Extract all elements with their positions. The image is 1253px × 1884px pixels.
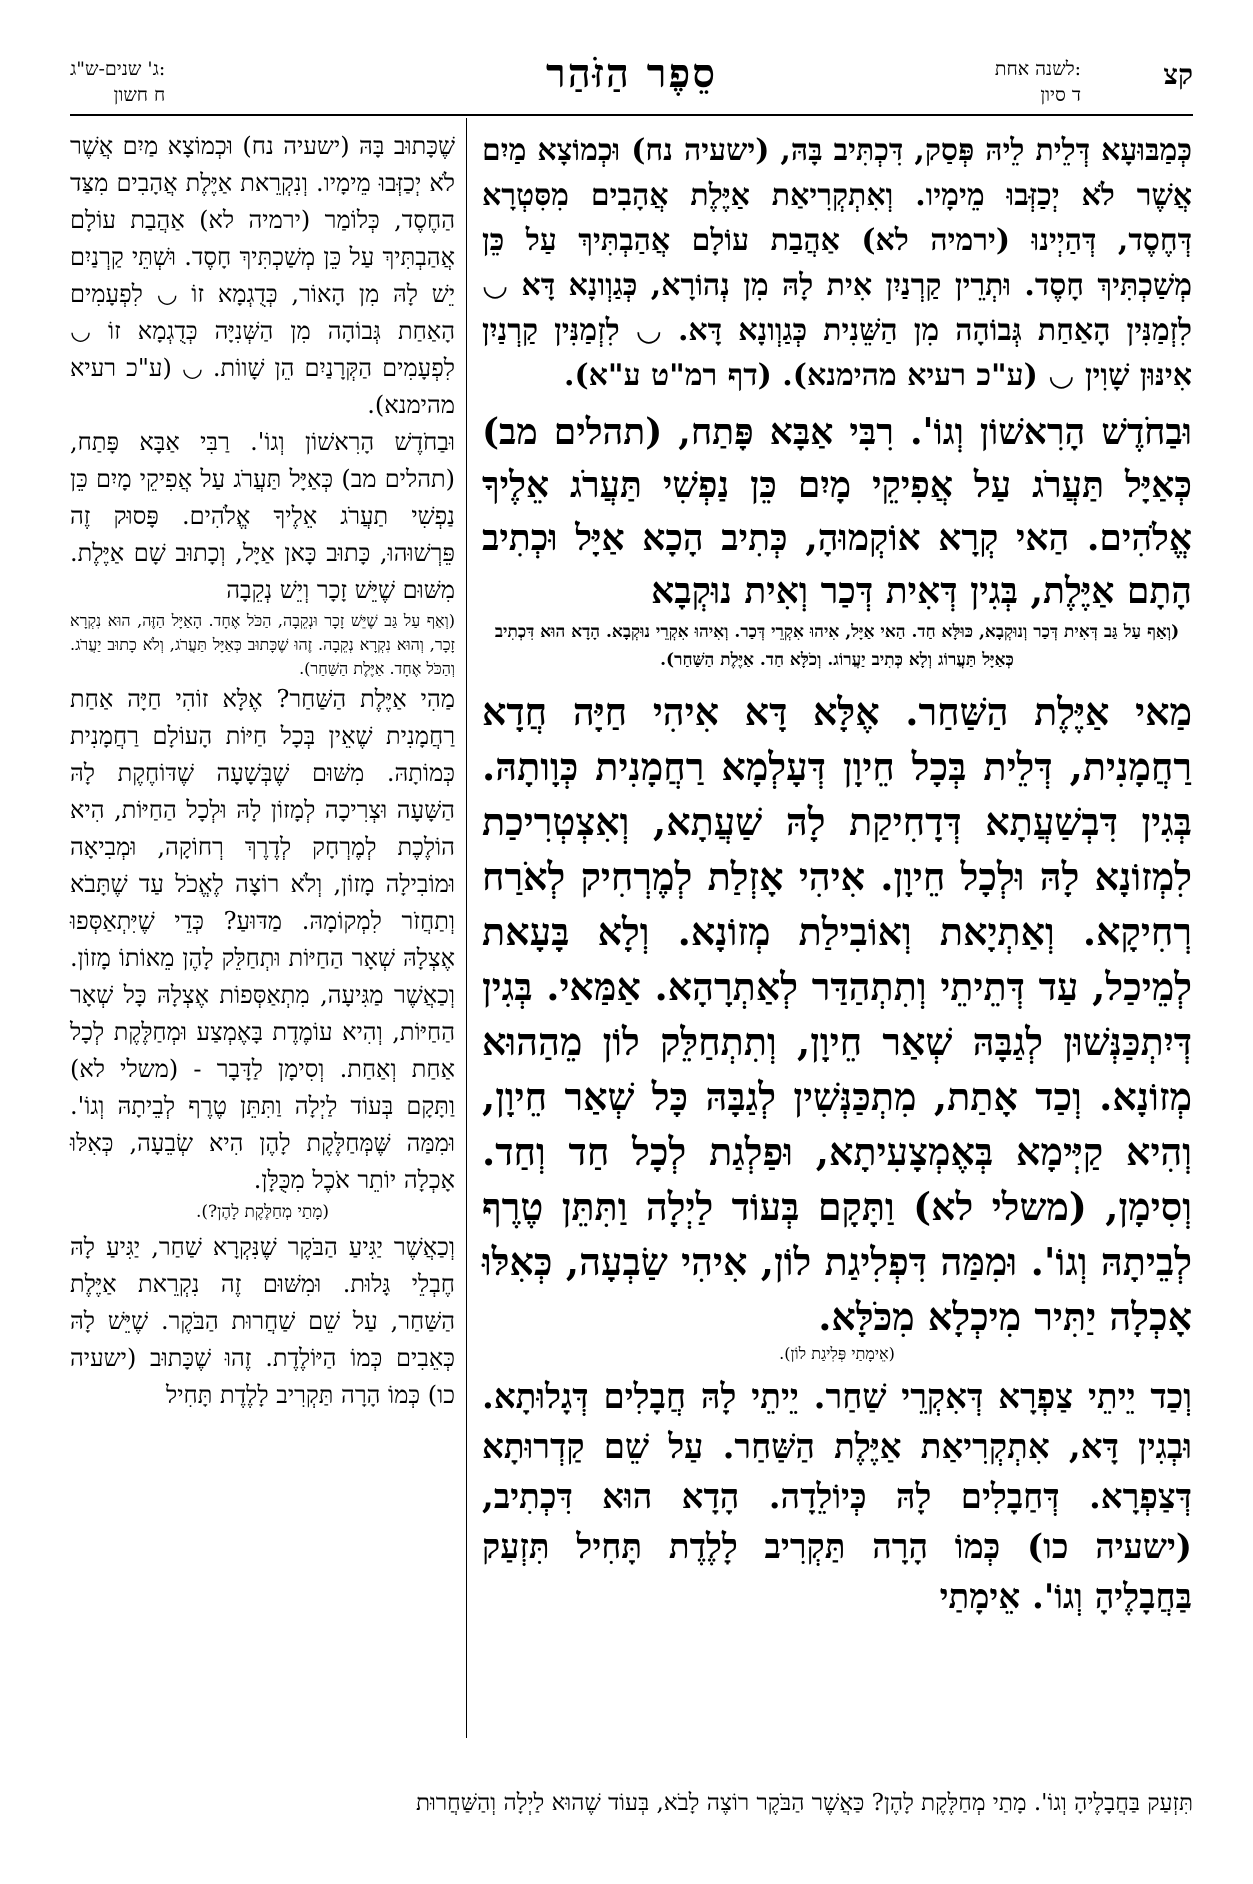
page-header — [70, 44, 1193, 114]
paragraph: מַהִי אַיֶּלֶת הַשַּׁחַר? אֶלָּא זוֹהִי חַיָּה אַחַת רַחֲמָנִית שֶׁאֵין בְּכָל חַיּוֹת הָעוֹלָם רַחֲמָנִית כְּמוֹתָהּ. מִשּׁוּם שֶׁבְּשָׁעָה שֶׁדּוֹחֶקֶת לָהּ הַשָּׁעָה וּצְרִיכָה לְמָזוֹן לָהּ וּלְכָל הַחַיּוֹת, הִיא הוֹלֶכֶת לְמֶרְחָק לְדֶרֶךְ רְחוֹקָה, וּמְבִיאָה וּמוֹבִילָה מָזוֹן, וְלֹא רוֹצָה לֶאֱכֹל עַד שֶׁתָּבֹא וְתַחֲזֹר לִמְקוֹמָהּ. מַדּוּעַ? כְּדֵי שֶׁיִּתְאַסְּפוּ אֶצְלָהּ שְׁאָר הַחַיּוֹת וּתְחַלֵּק לָהֶן מֵאוֹתוֹ מָזוֹן. וְכַאֲשֶׁר מַגִּיעָה, מִתְאַסְּפוֹת אֶצְלָהּ כָּל שְׁאָר הַחַיּוֹת, וְהִיא עוֹמֶדֶת בָּאֶמְצַע וּמְחַלֶּקֶת לְכָל אַחַת וְאַחַת. וְסִימָן לַדָּבָר - (משלי לא) וַתָּקָם בְּעוֹד לַיְלָה וַתִּתֵּן טֶרֶף לְבֵיתָהּ וְגוֹ'. וּמִמַּה שֶּׁמְּחַלֶּקֶת לָהֶן הִיא שְׂבֵעָה, כְּאִלּוּ אָכְלָה יוֹתֵר אֹכֶל מִכֻּלָּן. — [70, 685, 455, 1194]
column-divider — [466, 118, 467, 1738]
hebrew-translation-column — [70, 128, 455, 1414]
aramaic-column — [482, 128, 1192, 1622]
parenthetical-note: (וְאַף עַל גַּב דְּאִית דְּכַר וְנוּקְבָא, כּוּלָּא חַד. הַאי אַיָּל, אִיהוּ אִקְרֵי דְּכַר. וְאִיהוּ אִקְרֵי נוּקְבָא. הָדָא הוּא דִּכְתִיב כְּאַיָּל תַּעֲרוֹג וְלָא כְּתִיב יַעֲרוֹג. וְכֹלָּא חַד. אַיֶּלֶת הַשַּׁחַר). — [494, 622, 1180, 670]
schedule-label: ג' שנים-ש"ג: — [70, 58, 166, 80]
paragraph: וּבַחֹדֶשׁ הָרִאשׁוֹן וְגוֹ'. רַבִּי אַבָּא פָּתַח, (תהלים מב) כְּאַיָּל תַּעֲרֹג עַל אֲפִיקֵי מָיִם כֵּן נַפְשִׁי תַעֲרֹג אֵלֶיךָ אֱלֹהִים. פָּסוּק זֶה פֵּרְשׁוּהוּ, כָּתוּב כָּאן אַיָּל, וְכָתוּב שָׁם אַיֶּלֶת. מִשּׁוּם שֶׁיֵּשׁ זָכָר וְיֵשׁ נְקֵבָה — [70, 428, 455, 604]
paragraph: שֶׁכָּתוּב בָּהּ (ישעיה נח) וּכְמוֹצָא מַיִם אֲשֶׁר לֹא יְכַזְּבוּ מֵימָיו. וְנִקְרֵאת אַיֶּלֶת אֲהָבִים מִצַּד הַחֶסֶד, כְּלוֹמַר (ירמיה לא) אַהֲבַת עוֹלָם אֲהַבְתִּיךְ עַל כֵּן מְשַׁכְתִּיךְ חָסֶד. וּשְׁתֵּי קַרְנַיִם יֵשׁ לָהּ מִן הָאוֹר, כְּדֻגְמָא זוֹ ◡ לִפְעָמִים הָאַחַת גְּבוֹהָה מִן הַשְּׁנִיָּה כְּדֻגְמָא זוֹ ◡ לִפְעָמִים הַקְּרָנַיִם הֵן שָׁווֹת. ◡ (ע"כ רעיא מהימנא). — [70, 132, 455, 419]
paragraph: וְכַאֲשֶׁר יַגִּיעַ הַבֹּקֶר שֶׁנִּקְרָא שַׁחַר, יַגִּיעַ לָהּ חֶבְלֵי גָּלוּת. וּמִשּׁוּם זֶה נִקְרֵאת אַיֶּלֶת הַשַּׁחַר, עַל שֵׁם שַׁחֲרוּת הַבֹּקֶר. שֶׁיֵּשׁ לָהּ כְּאֵבִים כְּמוֹ הַיּוֹלֶדֶת. זֶהוּ שֶׁכָּתוּב (ישעיה כו) כְּמוֹ הָרָה תַּקְרִיב לָלֶדֶת תָּחִיל — [70, 1233, 455, 1409]
schedule-label: לשנה אחת: — [994, 58, 1081, 80]
schedule-date: ד סיון — [1040, 84, 1081, 106]
page-number: קצ — [1163, 58, 1193, 91]
schedule-date: ח חשון — [113, 84, 166, 106]
study-schedule-three-years — [70, 56, 165, 108]
paragraph: וּבַחֹדֶשׁ הָרִאשׁוֹן וְגוֹ'. רִבִּי אַבָּא פָּתַח, (תהלים מב) כְּאַיָּל תַּעֲרֹג עַל אֲפִיקֵי מָיִם כֵּן נַפְשִׁי תַּעֲרֹג אֵלֶיךָ אֱלֹהִים. הַאי קְרָא אוֹקְמוּהָ, כְּתִיב הָכָא אַיָּל וּכְתִיב הָתָם אַיֶּלֶת, בְּגִין דְּאִית דְּכַר וְאִית נוּקְבָא — [482, 411, 1192, 612]
paragraph: וְכַד יֵיתֵי צַפְרָא דְּאִקְרֵי שַׁחַר. יֵיתֵי לָהּ חֲבָלִים דְּגָלוּתָא. וּבְגִין דָּא, אִתְקְרִיאַת אַיֶּלֶת הַשַּׁחַר. עַל שֵׁם קַדְרוּתָא דְּצַפְרָא. דְּחַבָלִים לָהּ כְּיוֹלֵדָה. הָדָא הוּא דִּכְתִיב, (ישעיה כו) כְּמוֹ הָרָה תַּקְרִיב לָלֶדֶת תָּחִיל תִּזְעַק בַּחֲבָלֶיהָ וְגוֹ'. אֵימָתַי — [482, 1377, 1192, 1617]
continuation-line: תִּזְעַק בַּחֲבָלֶיהָ וְגוֹ'. מָתַי מְחַלֶּקֶת לָהֶן? כַּאֲשֶׁר הַבֹּקֶר רוֹצֶה לָבֹא, בְּעוֹד שֶׁהוּא לַיְלָה וְהַשַּׁחֲרוּת — [415, 1790, 1193, 1816]
book-title: סֵפֶר הַזֹּהַר — [546, 50, 717, 97]
paragraph: כְּמַבּוּעָא דְּלֵית לֵיהּ פְּסַק, דִּכְתִּיב בָּהּ, (ישעיה נח) וּכְמוֹצָא מַיִם אֲשֶׁר לֹא יְכַזְּבוּ מֵימָיו. וְאִתְקְרִיאַת אַיֶּלֶת אֲהָבִים מִסִּטְרָא דְּחֶסֶד, דְּהַיְינוּ (ירמיה לא) אַהֲבַת עוֹלָם אֲהַבְתִּיךְ עַל כֵּן מְשַׁכְתִּיךְ חָסֶד. וּתְרֵין קַרְנַיִן אִית לָהּ מִן נְהוֹרָא, כְּגַוְונָא דָּא ◡ לִזְמַנִּין הָאַחַת גְּבוֹהָה מִן הַשֵּׁנִית כְּגַוְונָא דָּא. ◡ לִזְמַנִּין קַרְנַיִן אִינּוּן שָׁוִין ◡ (ע"כ רעיא מהימנא). (דף רמ"ט ע"א). — [482, 133, 1192, 393]
parenthetical-note: (וְאַף עַל גַּב שֶׁיֵּשׁ זָכָר וּנְקֵבָה, הַכֹּל אֶחָד. הָאַיָּל הַזֶּה, הוּא נִקְרָא זָכָר, וְהוּא נִקְרָא נְקֵבָה. זֶהוּ שֶׁכָּתוּב כְּאַיָּל תַּעֲרֹג, וְלֹא כָתוּב יַעֲרֹג. וְהַכֹּל אֶחָד. אַיֶּלֶת הַשַּׁחַר). — [70, 611, 455, 678]
parenthetical-note: (אֵימָתַי פְּלִיגַת לוֹן). — [779, 1344, 895, 1363]
parenthetical-note: (מָתַי מְחַלֶּקֶת לָהֶן?). — [195, 1202, 330, 1222]
paragraph: מַאי אַיֶּלֶת הַשַּׁחַר. אֶלָּא דָּא אִיהִי חַיָּה חֲדָא רַחֲמָנִית, דְּלֵית בְּכָל חֵיוָן דְּעָלְמָא רַחֲמָנִית כְּוָותָהּ. בְּגִין דִּבְשַׁעֲתָא דְּדָחִיקַת לָהּ שַׁעֲתָא, וְאִצְטְרִיכַת לִמְזוֹנָא לָהּ וּלְכָל חֵיוָן. אִיהִי אָזְלַת לְמֶרְחִיק לְאֹרַח רְחִיקָא. וְאַתְיָאת וְאוֹבִילַת מְזוֹנָא. וְלָא בָּעָאת לְמֵיכַל, עַד דְּתֵיתֵי וְתִתְהַדַּר לְאַתְרָהָא. אַמַּאי. בְּגִין דְּיִתְכַּנְּשׁוּן לְגַבָּהּ שְׁאַר חֵיוָן, וְתִתְחַלֵּק לוֹן מֵהַהוּא מְזוֹנָא. וְכַד אָתַת, מִתְכַּנְּשִׁין לְגַבָּהּ כָּל שְׁאַר חֵיוָן, וְהִיא קַיְּימָא בְּאֶמְצָעִיתָא, וּפַלְגַת לְכָל חַד וְחַד. וְסִימָן, (משלי לא) וַתָּקָם בְּעוֹד לַיְלָה וַתִּתֵּן טֶרֶף לְבֵיתָהּ וְגוֹ'. וּמִמַּה דִּפְלִיגַת לוֹן, אִיהִי שַׂבְעָה, כְּאִלּוּ אָכְלָה יַתִּיר מִיכְלָא מִכֹּלָּא. — [482, 689, 1192, 1339]
header-divider — [70, 114, 1193, 116]
